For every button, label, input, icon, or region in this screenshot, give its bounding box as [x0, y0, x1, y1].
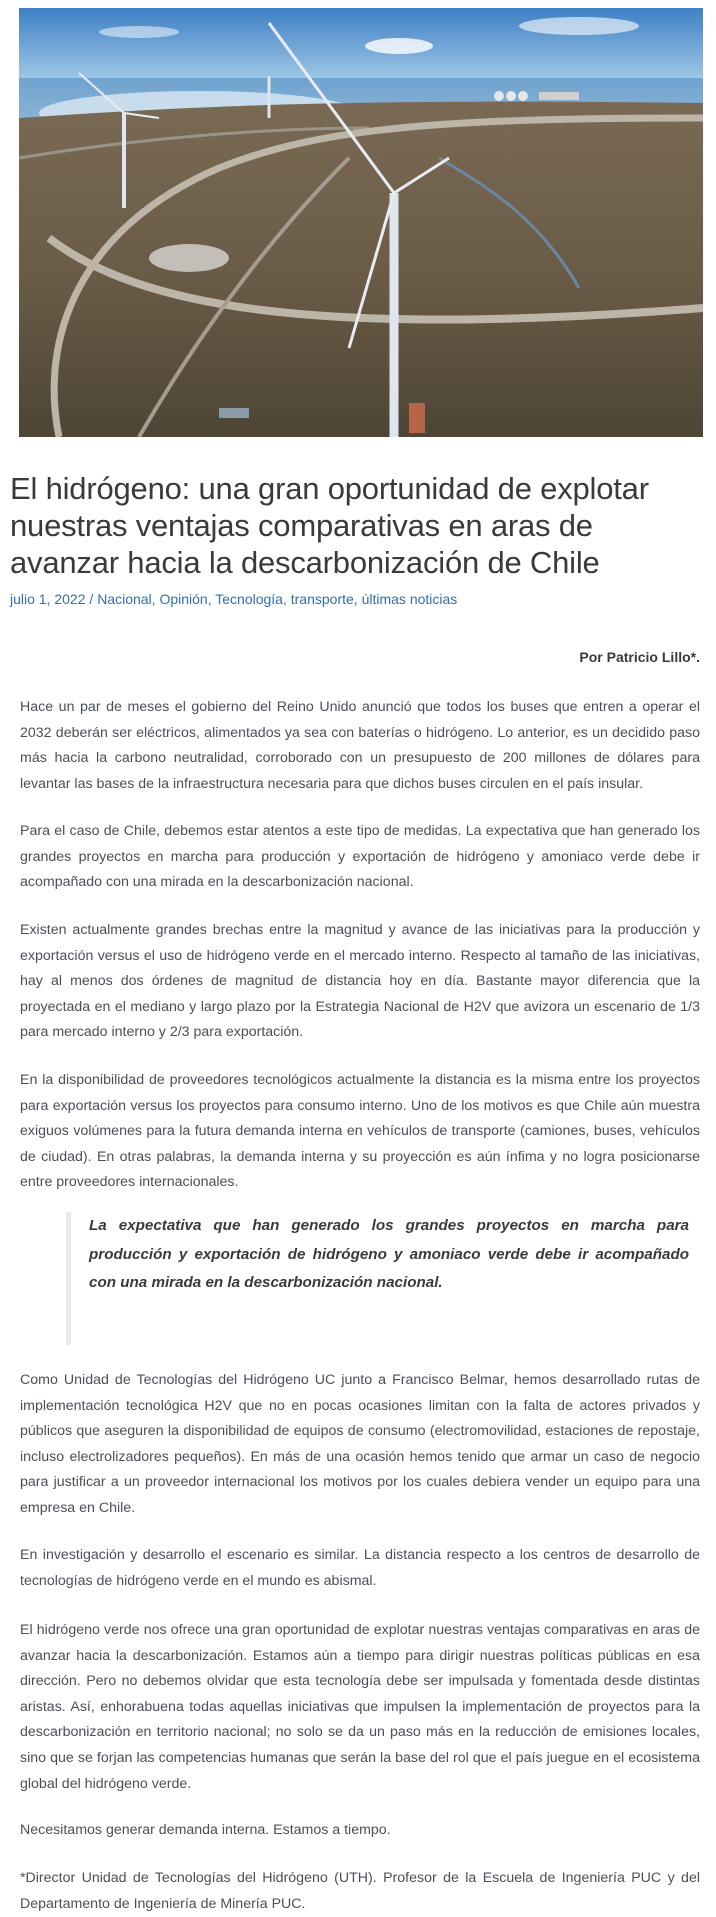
- article-paragraph: Hace un par de meses el gobierno del Reino Unido anunció que todos los buses que entren a operar el 2032 deberán ser eléctricos, alimentados ya sea con baterías o hidrógeno. Lo anterior, es un decidido paso más hacia la carbono neutralidad, corroborado con un presupuesto de 200 millones de dólares para levantar las bases de la infraestructura necesaria para que dichos buses circulen en el país insular.: [20, 699, 700, 792]
- featured-image: [19, 8, 703, 437]
- article-paragraph: El hidrógeno verde nos ofrece una gran oportunidad de explotar nuestras ventajas comparativas en aras de avanzar hacia la descarbonización. Estamos aún a tiempo para dirigir nuestras políticas públicas en esa dirección. Pero no debemos olvidar que esta tecnología debe ser impulsada y fomentada desde distintas aristas. Así, enhorabuena todas aquellas iniciativas que impulsen la implementación de proyectos para la descarbonización en territorio nacional; no solo se da un paso más en la reducción de emisiones locales, sino que se forjan las competencias humanas que serán la base del rol que el país juegue en el ecosistema global del hidrógeno verde.: [20, 1622, 700, 1792]
- meta-separator: /: [89, 591, 94, 607]
- post-date-link[interactable]: julio 1, 2022: [10, 591, 86, 607]
- category-link-opinion[interactable]: Opinión: [159, 591, 208, 607]
- pull-quote: [66, 1212, 700, 1345]
- article-title: El hidrógeno: una gran oportunidad de explotar nuestras ventajas comparativas en aras de avanzar hacia la descarbonización de Chile: [10, 471, 649, 580]
- category-link-nacional[interactable]: Nacional: [97, 591, 152, 607]
- article-paragraph: Como Unidad de Tecnologías del Hidrógeno UC junto a Francisco Belmar, hemos desarrollado rutas de implementación tecnológica H2V que no en pocas ocasiones limitan con la falta de actores privados y públicos que aseguren la disponibilidad de equipos de consumo (electromovilidad, estaciones de repostaje, incluso electrolizadores pequeños). En más de una ocasión hemos tenido que armar un caso de negocio para justificar a un proveedor internacional los motivos por los cuales debiera vender un equipo para una empresa en Chile.: [20, 1372, 700, 1516]
- pull-quote-text: La expectativa que han generado los grandes proyectos en marcha para producción y exportación de hidrógeno y amoniaco verde debe ir acompañado con una mirada en la descarbonización nacional.: [89, 1217, 689, 1291]
- category-link-transporte[interactable]: transporte: [290, 591, 354, 607]
- author-footnote: *Director Unidad de Tecnologías del Hidrógeno (UTH). Profesor de la Escuela de Ingeniería PUC y del Departamento de Ingeniería de Minería PUC.: [20, 1870, 700, 1912]
- article-paragraph: Para el caso de Chile, debemos estar atentos a este tipo de medidas. La expectativa que han generado los grandes proyectos en marcha para producción y exportación de hidrógeno y amoniaco verde debe ir acompañado con una mirada en la descarbonización nacional.: [20, 823, 700, 891]
- category-link-ultimas-noticias[interactable]: últimas noticias: [361, 591, 458, 607]
- author-byline: Por Patricio Lillo*.: [579, 649, 700, 665]
- article-paragraph: Existen actualmente grandes brechas entre la magnitud y avance de las iniciativas para la producción y exportación versus el uso de hidrógeno verde en el mercado interno. Respecto al tamaño de las iniciativas, hay al menos dos órdenes de magnitud de distancia hoy en día. Bastante mayor diferencia que la proyectada en el mediano y largo plazo por la Estrategia Nacional de H2V que avizora un escenario de 1/3 para mercado interno y 2/3 para exportación.: [20, 922, 700, 1041]
- article-paragraph: En la disponibilidad de proveedores tecnológicos actualmente la distancia es la misma entre los proyectos para exportación versus los proyectos para consumo interno. Uno de los motivos es que Chile aún muestra exiguos volúmenes para la futura demanda interna en vehículos de transporte (camiones, buses, vehículos de ciudad). En otras palabras, la demanda interna y su proyección es aún ínfima y no logra posicionarse entre proveedores internacionales.: [20, 1072, 700, 1191]
- article-paragraph: Necesitamos generar demanda interna. Estamos a tiempo.: [20, 1822, 391, 1838]
- article-meta: julio 1, 2022 / Nacional, Opinión, Tecnología, transporte, últimas noticias: [10, 591, 458, 607]
- category-link-tecnologia[interactable]: Tecnología: [215, 591, 283, 607]
- article-paragraph: En investigación y desarrollo el escenario es similar. La distancia respecto a los centros de desarrollo de tecnologías de hidrógeno verde en el mundo es abismal.: [20, 1547, 700, 1589]
